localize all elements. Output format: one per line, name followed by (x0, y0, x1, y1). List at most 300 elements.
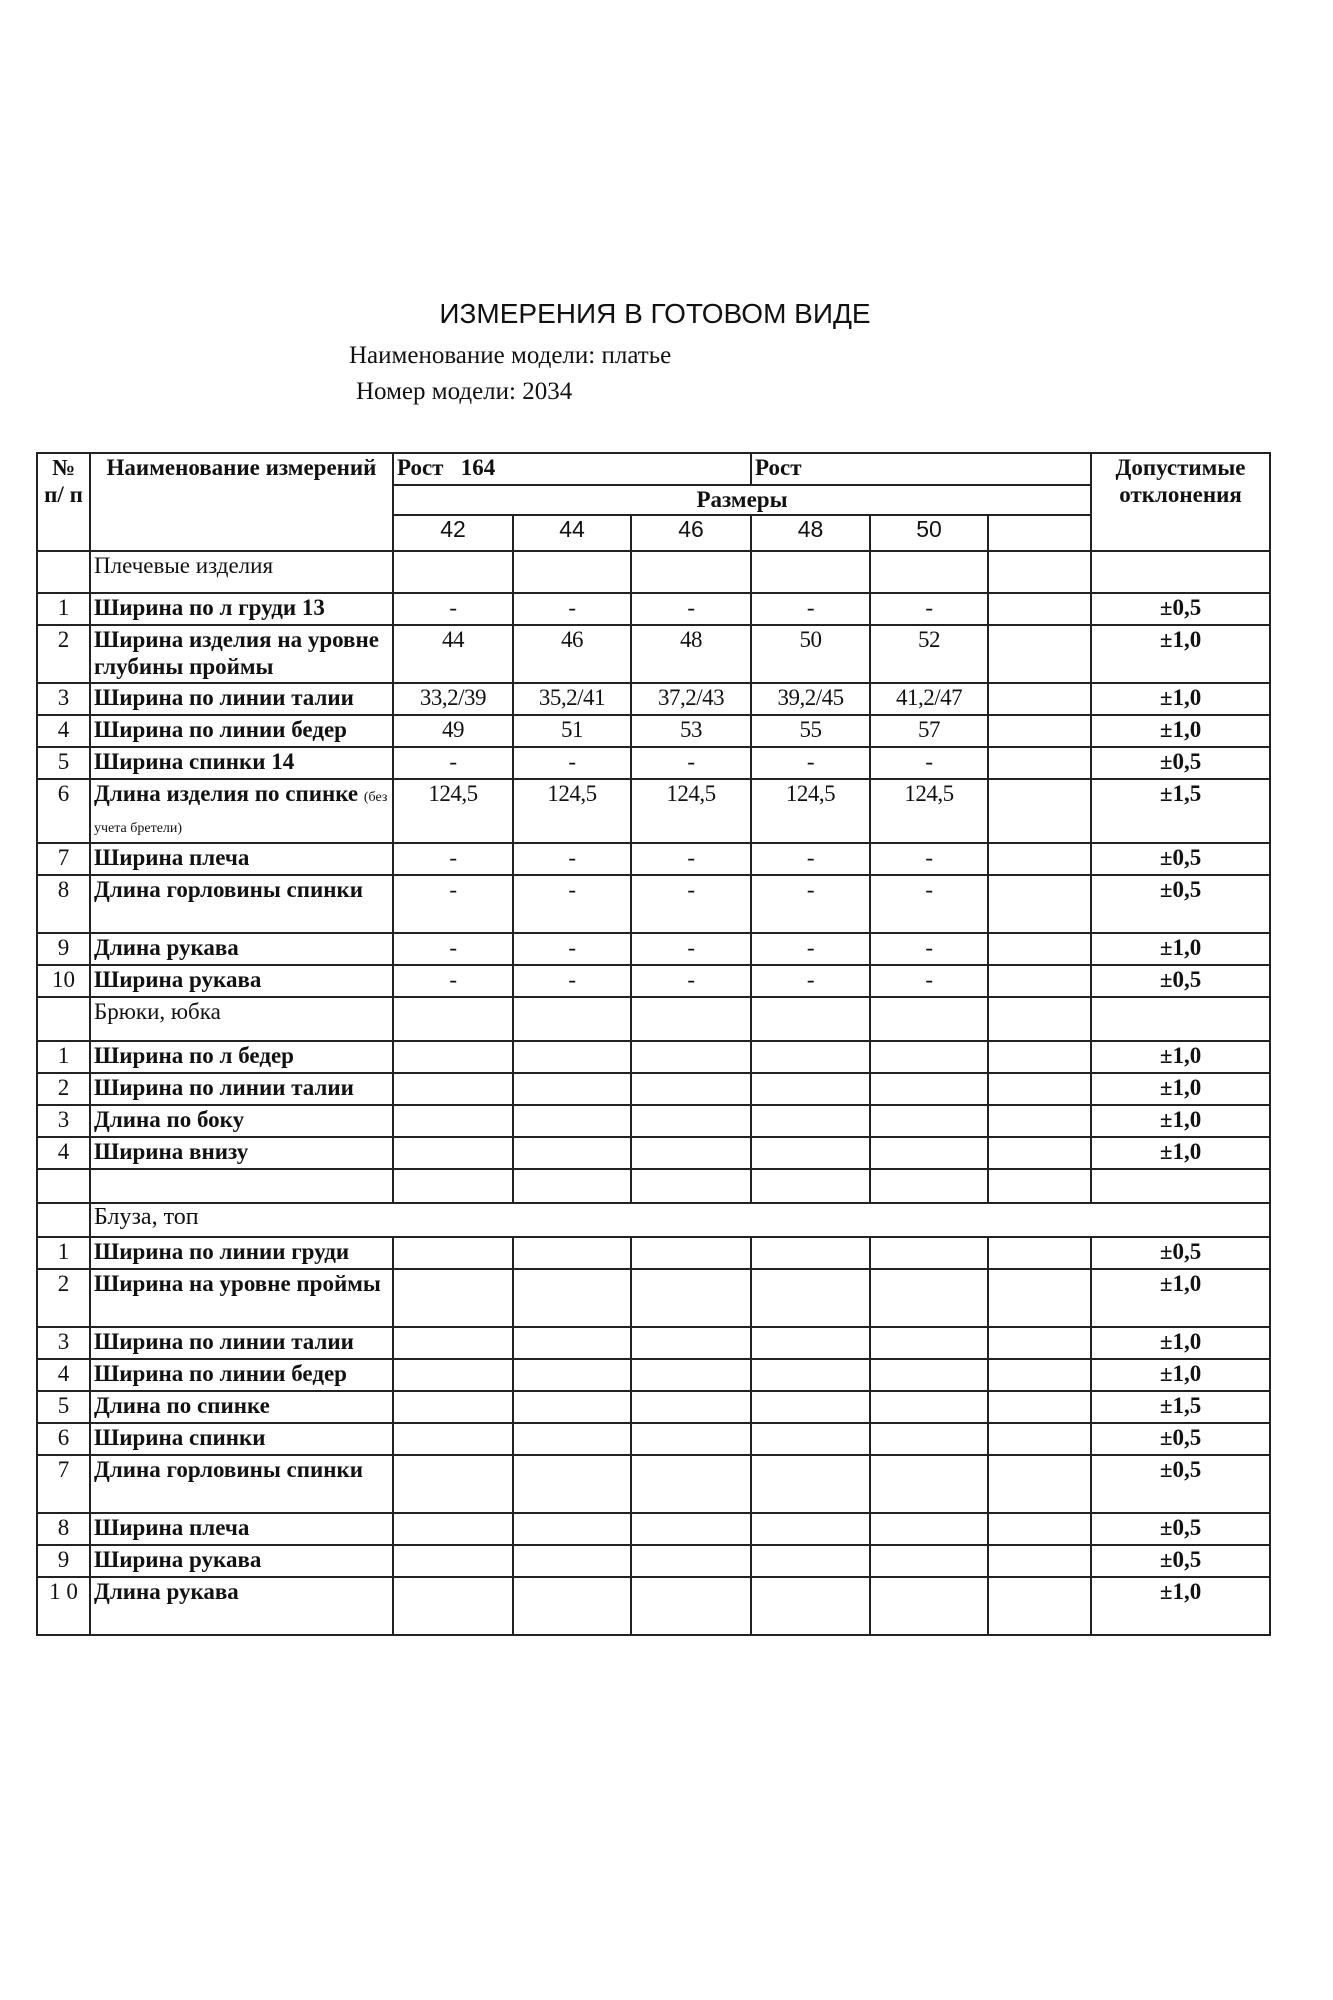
measurement-name-text: Длина по боку (94, 1107, 245, 1132)
size-value: - (751, 747, 870, 779)
size-value: - (751, 875, 870, 933)
size-value: 124,5 (751, 779, 870, 843)
size-value: 49 (393, 715, 513, 747)
size-value (751, 1237, 870, 1269)
size-value: 33,2/39 (393, 683, 513, 715)
size-value: - (513, 965, 631, 997)
size-value: 39,2/45 (751, 683, 870, 715)
size-value (513, 1455, 631, 1513)
section-empty-cell (870, 551, 988, 593)
size-value (631, 1073, 751, 1105)
size-value (513, 1041, 631, 1073)
table-row (37, 779, 1270, 843)
tolerance-value: ±0,5 (1091, 1545, 1270, 1577)
row-number: 7 (37, 1455, 90, 1513)
size-value: - (631, 965, 751, 997)
size-value: 124,5 (631, 779, 751, 843)
size-value (393, 1513, 513, 1545)
size-header-empty (988, 515, 1091, 551)
size-value (631, 1513, 751, 1545)
size-value (631, 1423, 751, 1455)
empty-cell (870, 1169, 988, 1203)
tolerance-value: ±0,5 (1091, 1237, 1270, 1269)
tolerance-value: ±1,0 (1091, 625, 1270, 683)
size-value (513, 1391, 631, 1423)
size-value (393, 1327, 513, 1359)
section-header-row (37, 551, 1270, 593)
row-number: 3 (37, 1105, 90, 1137)
size-value-empty (988, 747, 1091, 779)
size-value (751, 1513, 870, 1545)
size-value-empty (988, 779, 1091, 843)
size-value-empty (988, 1237, 1091, 1269)
size-value (870, 1391, 988, 1423)
size-value (870, 1513, 988, 1545)
size-value: - (513, 933, 631, 965)
size-value (870, 1237, 988, 1269)
row-number: 4 (37, 1137, 90, 1169)
table-row (37, 1359, 1270, 1391)
measurement-name-text: Ширина по л бедер (94, 1043, 294, 1068)
size-value (870, 1545, 988, 1577)
row-number: 6 (37, 1423, 90, 1455)
table-row (37, 843, 1270, 875)
size-value: 44 (393, 625, 513, 683)
size-value-empty (988, 1041, 1091, 1073)
size-value: 46 (513, 625, 631, 683)
size-value (870, 1327, 988, 1359)
tolerance-value: ±0,5 (1091, 1455, 1270, 1513)
size-value: 124,5 (393, 779, 513, 843)
size-header: 48 (751, 515, 870, 551)
section-header-row (37, 997, 1270, 1041)
section-header-row (37, 1203, 1270, 1237)
table-row (37, 1455, 1270, 1513)
measurements-table (36, 452, 1271, 1636)
empty-cell (631, 1169, 751, 1203)
size-value (870, 1359, 988, 1391)
size-value (393, 1423, 513, 1455)
size-header: 44 (513, 515, 631, 551)
size-value: 35,2/41 (513, 683, 631, 715)
size-value (751, 1137, 870, 1169)
table-row (37, 1513, 1270, 1545)
size-value: - (870, 843, 988, 875)
table-row (37, 1545, 1270, 1577)
tolerance-value: ±1,0 (1091, 1269, 1270, 1327)
measurement-name-text: Ширина спинки (94, 1425, 266, 1450)
measurement-name (90, 1423, 393, 1455)
size-value (513, 1423, 631, 1455)
size-value: 41,2/47 (870, 683, 988, 715)
measurement-name (90, 1327, 393, 1359)
height-1-header: Рост 164 (393, 453, 751, 485)
empty-cell (90, 1169, 393, 1203)
size-value (751, 1455, 870, 1513)
size-value (393, 1041, 513, 1073)
size-value-empty (988, 1513, 1091, 1545)
size-value (631, 1269, 751, 1327)
tolerance-value: ±0,5 (1091, 1423, 1270, 1455)
size-value-empty (988, 1269, 1091, 1327)
measurement-name-text: Ширина внизу (94, 1139, 249, 1164)
size-value: - (513, 593, 631, 625)
size-value (393, 1545, 513, 1577)
size-value (751, 1105, 870, 1137)
table-row (37, 1041, 1270, 1073)
size-value: - (393, 843, 513, 875)
row-number: 8 (37, 1513, 90, 1545)
size-value-empty (988, 1073, 1091, 1105)
section-empty-cell (988, 997, 1091, 1041)
size-value (870, 1105, 988, 1137)
size-value (631, 1545, 751, 1577)
size-value: - (870, 875, 988, 933)
size-value: - (870, 965, 988, 997)
measurement-name (90, 779, 393, 843)
size-value: - (513, 747, 631, 779)
size-value (513, 1577, 631, 1635)
section-empty-cell (631, 997, 751, 1041)
measurement-name-text: Ширина по линии талии (94, 1075, 354, 1100)
size-value (513, 1269, 631, 1327)
measurement-name (90, 1455, 393, 1513)
size-value: 48 (631, 625, 751, 683)
tolerance-value: ±1,5 (1091, 1391, 1270, 1423)
size-value (631, 1041, 751, 1073)
size-value (393, 1237, 513, 1269)
row-number: 10 (37, 965, 90, 997)
size-value (751, 1423, 870, 1455)
size-value (393, 1359, 513, 1391)
size-value-empty (988, 1423, 1091, 1455)
section-empty-cell (1091, 551, 1270, 593)
size-value (631, 1359, 751, 1391)
size-value: 124,5 (513, 779, 631, 843)
size-value: - (870, 747, 988, 779)
size-value: 50 (751, 625, 870, 683)
size-value (631, 1105, 751, 1137)
size-value (870, 1577, 988, 1635)
row-number: 1 (37, 593, 90, 625)
table-row (37, 933, 1270, 965)
size-value (870, 1041, 988, 1073)
measurement-name-text: Ширина спинки 14 (94, 749, 295, 774)
section-title: Плечевые изделия (90, 551, 393, 593)
measurement-name (90, 593, 393, 625)
size-value-empty (988, 1455, 1091, 1513)
page-title: ИЗМЕРЕНИЯ В ГОТОВОМ ВИДЕ (439, 298, 871, 329)
size-value: - (631, 933, 751, 965)
size-value (393, 1269, 513, 1327)
size-value (631, 1137, 751, 1169)
table-row (37, 747, 1270, 779)
size-header: 42 (393, 515, 513, 551)
model-number-value: 2034 (522, 378, 573, 405)
row-number: 4 (37, 1359, 90, 1391)
model-number (356, 378, 572, 406)
measurement-name-text: Ширина плеча (94, 845, 250, 870)
measurement-name (90, 1137, 393, 1169)
size-value: - (631, 875, 751, 933)
size-value-empty (988, 715, 1091, 747)
size-value (870, 1455, 988, 1513)
measurement-name-text: Ширина по л груди 13 (94, 595, 325, 620)
size-value (393, 1391, 513, 1423)
measurement-name-text: Длина горловины спинки (94, 1457, 364, 1482)
tolerance-value: ±0,5 (1091, 747, 1270, 779)
empty-cell (37, 1169, 90, 1203)
size-value: 51 (513, 715, 631, 747)
size-value: 37,2/43 (631, 683, 751, 715)
size-value: - (631, 747, 751, 779)
size-value (751, 1073, 870, 1105)
size-value (751, 1269, 870, 1327)
section-number-cell (37, 551, 90, 593)
section-empty-cell (513, 997, 631, 1041)
section-empty-cell (513, 551, 631, 593)
measurement-name-text: Длина по спинке (94, 1393, 270, 1418)
size-header: 46 (631, 515, 751, 551)
size-value-empty (988, 683, 1091, 715)
size-value-empty (988, 933, 1091, 965)
measurement-name (90, 625, 393, 683)
size-value (513, 1513, 631, 1545)
empty-row (37, 1169, 1270, 1203)
size-value (513, 1359, 631, 1391)
measurement-name (90, 1041, 393, 1073)
measurement-name (90, 1269, 393, 1327)
measurement-name-text: Длина горловины спинки (94, 877, 364, 902)
size-value: - (513, 875, 631, 933)
row-number: 5 (37, 1391, 90, 1423)
section-empty-cell (393, 997, 513, 1041)
size-value (751, 1545, 870, 1577)
measurement-name-text: Ширина рукава (94, 967, 262, 992)
section-empty-cell (1091, 997, 1270, 1041)
row-number: 9 (37, 933, 90, 965)
measurement-note: (без учета бретели) (94, 790, 388, 836)
size-value (751, 1327, 870, 1359)
measurement-name (90, 1545, 393, 1577)
table-row (37, 1137, 1270, 1169)
table-row (37, 1577, 1270, 1635)
size-value: - (751, 933, 870, 965)
row-number: 6 (37, 779, 90, 843)
size-value: - (393, 965, 513, 997)
table-row (37, 1237, 1270, 1269)
section-empty-cell (988, 551, 1091, 593)
row-number: 2 (37, 1073, 90, 1105)
measurement-name (90, 1513, 393, 1545)
row-number: 1 (37, 1041, 90, 1073)
row-number: 2 (37, 1269, 90, 1327)
size-value (393, 1137, 513, 1169)
size-value: 53 (631, 715, 751, 747)
size-value (870, 1269, 988, 1327)
size-value: 57 (870, 715, 988, 747)
size-value-empty (988, 1359, 1091, 1391)
measurement-name (90, 843, 393, 875)
tolerance-value: ±1,0 (1091, 933, 1270, 965)
size-value (513, 1137, 631, 1169)
tolerance-value: ±0,5 (1091, 843, 1270, 875)
size-value: - (631, 593, 751, 625)
size-value (393, 1577, 513, 1635)
measurement-name (90, 875, 393, 933)
tolerance-value: ±0,5 (1091, 875, 1270, 933)
model-name-value: платье (601, 342, 672, 369)
size-value (870, 1423, 988, 1455)
size-value (631, 1391, 751, 1423)
size-value-empty (988, 1545, 1091, 1577)
size-value (513, 1545, 631, 1577)
empty-cell (988, 1169, 1091, 1203)
measurement-name-text: Ширина плеча (94, 1515, 250, 1540)
size-value: - (870, 593, 988, 625)
measurement-name (90, 683, 393, 715)
row-number: 1 (37, 1237, 90, 1269)
measurement-name (90, 715, 393, 747)
measurement-name (90, 1105, 393, 1137)
size-value (751, 1577, 870, 1635)
table-row (37, 1105, 1270, 1137)
measurement-name-text: Длина изделия по спинке (94, 781, 359, 806)
size-value-empty (988, 1391, 1091, 1423)
tolerance-value: ±0,5 (1091, 593, 1270, 625)
size-value-empty (988, 625, 1091, 683)
row-number: 5 (37, 747, 90, 779)
size-value (513, 1073, 631, 1105)
size-value-empty (988, 843, 1091, 875)
section-number-cell (37, 997, 90, 1041)
size-value-empty (988, 1137, 1091, 1169)
section-empty-cell (870, 997, 988, 1041)
table-row (37, 683, 1270, 715)
table-row (37, 1073, 1270, 1105)
size-value (393, 1455, 513, 1513)
size-value (631, 1327, 751, 1359)
table-row (37, 625, 1270, 683)
empty-cell (513, 1169, 631, 1203)
size-value (513, 1105, 631, 1137)
row-number: 3 (37, 1327, 90, 1359)
section-empty-cell (393, 551, 513, 593)
col-number-header: № п/ п (37, 453, 90, 551)
measurement-name-text: Ширина по линии груди (94, 1239, 350, 1264)
size-value: - (631, 843, 751, 875)
size-value: - (393, 593, 513, 625)
measurement-name-text: Длина рукава (94, 935, 239, 960)
tolerance-value: ±1,0 (1091, 1105, 1270, 1137)
size-value (751, 1391, 870, 1423)
size-value (751, 1359, 870, 1391)
tolerance-value: ±1,0 (1091, 1359, 1270, 1391)
row-number: 8 (37, 875, 90, 933)
measurement-name-text: Ширина по линии талии (94, 1329, 354, 1354)
size-value: - (393, 933, 513, 965)
table-row (37, 593, 1270, 625)
size-value: - (513, 843, 631, 875)
tolerance-value: ±1,0 (1091, 1327, 1270, 1359)
table-row (37, 875, 1270, 933)
size-value: 52 (870, 625, 988, 683)
empty-cell (393, 1169, 513, 1203)
table-row (37, 965, 1270, 997)
measurement-name-text: Ширина по линии талии (94, 685, 354, 710)
measurement-name-text: Ширина по линии бедер (94, 717, 347, 742)
size-value: 124,5 (870, 779, 988, 843)
model-number-label: Номер модели: (356, 378, 516, 405)
col-tolerance-header: Допустимые отклонения (1091, 453, 1270, 551)
row-number: 3 (37, 683, 90, 715)
tolerance-value: ±1,0 (1091, 1137, 1270, 1169)
measurement-name (90, 1237, 393, 1269)
table-row (37, 1423, 1270, 1455)
measurement-name (90, 1577, 393, 1635)
table-row (37, 1327, 1270, 1359)
measurement-name (90, 747, 393, 779)
table-row (37, 1391, 1270, 1423)
size-value-empty (988, 875, 1091, 933)
measurement-name (90, 965, 393, 997)
model-name (349, 342, 671, 370)
size-value-empty (988, 593, 1091, 625)
measurement-name-text: Ширина изделия на уровне глубины проймы (94, 627, 379, 679)
measurement-name-text: Ширина рукава (94, 1547, 262, 1572)
section-title: Блуза, топ (90, 1203, 1270, 1237)
measurement-name (90, 1073, 393, 1105)
measurement-name (90, 1359, 393, 1391)
height-2-header: Рост (751, 453, 1091, 485)
measurement-name-text: Длина рукава (94, 1579, 239, 1604)
size-value (631, 1455, 751, 1513)
tolerance-value: ±0,5 (1091, 965, 1270, 997)
size-value: - (751, 593, 870, 625)
size-value-empty (988, 1577, 1091, 1635)
size-value (513, 1237, 631, 1269)
tolerance-value: ±1,0 (1091, 1073, 1270, 1105)
tolerance-value: ±1,0 (1091, 1577, 1270, 1635)
size-value (870, 1137, 988, 1169)
section-empty-cell (751, 551, 870, 593)
model-name-label: Наименование модели: (349, 342, 596, 369)
size-value (751, 1041, 870, 1073)
table-row (37, 1269, 1270, 1327)
tolerance-value: ±0,5 (1091, 1513, 1270, 1545)
col-name-header: Наименование измерений (90, 453, 393, 551)
section-title: Брюки, юбка (90, 997, 393, 1041)
size-value-empty (988, 1327, 1091, 1359)
empty-cell (751, 1169, 870, 1203)
size-value (393, 1073, 513, 1105)
row-number: 2 (37, 625, 90, 683)
size-value: - (393, 875, 513, 933)
tolerance-value: ±1,5 (1091, 779, 1270, 843)
section-empty-cell (751, 997, 870, 1041)
measurement-name-text: Ширина на уровне проймы (94, 1271, 381, 1296)
table-row (37, 715, 1270, 747)
section-number-cell (37, 1203, 90, 1237)
size-value (513, 1327, 631, 1359)
size-value: 55 (751, 715, 870, 747)
row-number: 7 (37, 843, 90, 875)
row-number: 4 (37, 715, 90, 747)
measurement-name-text: Ширина по линии бедер (94, 1361, 347, 1386)
tolerance-value: ±1,0 (1091, 683, 1270, 715)
size-value-empty (988, 1105, 1091, 1137)
size-value: - (751, 843, 870, 875)
